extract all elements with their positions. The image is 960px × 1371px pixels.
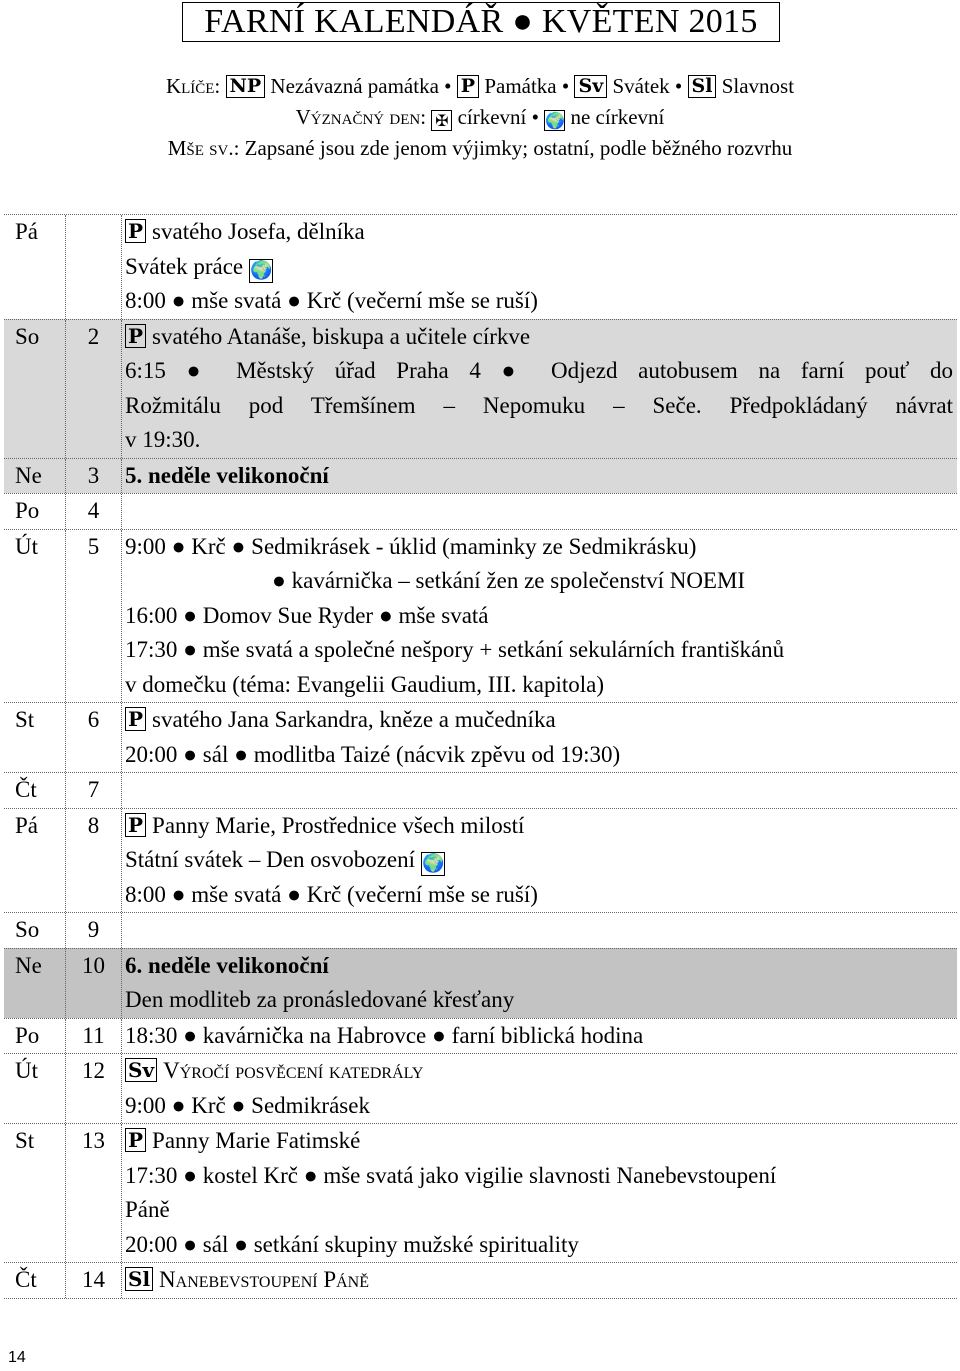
date-number	[66, 215, 121, 250]
row-day	[4, 320, 66, 458]
row-events	[122, 494, 957, 529]
date-number: 10	[82, 952, 105, 978]
event-line	[125, 1228, 957, 1263]
day-name: Ne	[15, 462, 42, 488]
event-text: 8:00 ● mše svatá ● Krč (večerní mše se ruší)	[125, 288, 538, 313]
event-text: 20:00 ● sál ● modlitba Taizé (nácvik zpěvu od 19:30)	[125, 741, 621, 767]
row-events	[122, 703, 957, 772]
legend-sl-tag: Sl	[688, 75, 717, 98]
legend-sl-text: Slavnost	[721, 74, 795, 98]
event-line	[125, 354, 957, 389]
cross-icon: ✠	[431, 110, 452, 131]
event-text: svatého Jana Sarkandra, kněze a mučedníka	[152, 707, 556, 732]
event-line	[125, 703, 957, 738]
row-date	[66, 1054, 122, 1123]
day-name: Po	[15, 498, 40, 523]
day-name: St	[15, 1128, 35, 1153]
event-text: svatého Josefa, dělníka	[152, 219, 365, 244]
event-text: 20:00 ● sál ● setkání skupiny mužské spirituality	[125, 1231, 579, 1257]
event-text: 18:30 ● kavárnička na Habrovce ● farní biblická hodina	[125, 1022, 644, 1048]
event-text: Svátek práce	[125, 253, 244, 279]
row-day	[4, 703, 66, 772]
day-name: St	[15, 707, 35, 732]
calendar-row	[4, 529, 957, 703]
calendar-row	[4, 319, 957, 458]
legend-np-text: Nezávazná památka	[270, 74, 439, 98]
event-line	[125, 949, 957, 984]
legend-masses-label: Mše sv.	[167, 136, 234, 160]
date-number: 12	[82, 1058, 105, 1083]
event-text: 5. neděle velikonoční	[125, 462, 329, 488]
day-name: Pá	[15, 812, 38, 838]
row-date	[66, 459, 122, 494]
calendar-row	[4, 458, 957, 494]
row-events	[122, 1054, 957, 1123]
event-line	[125, 215, 957, 250]
date-number: 14	[82, 1267, 105, 1292]
event-line	[125, 599, 957, 634]
event-line	[125, 284, 957, 319]
row-date	[66, 1124, 122, 1262]
event-text: v 19:30.	[125, 427, 201, 452]
legend-significant-label: Význačný den:	[295, 105, 427, 129]
calendar-row	[4, 1123, 957, 1262]
event-line	[125, 878, 957, 913]
row-date	[66, 530, 122, 703]
row-events	[122, 530, 957, 703]
legend-sv-text: Svátek	[612, 74, 670, 98]
page-title: FARNÍ KALENDÁŘ ● KVĚTEN 2015	[182, 2, 780, 42]
row-events	[122, 1019, 957, 1054]
event-line	[125, 1124, 957, 1159]
day-name: Pá	[15, 219, 38, 244]
date-number: 11	[82, 1022, 105, 1048]
row-day	[4, 494, 66, 529]
event-line	[125, 530, 957, 565]
date-number: 5	[87, 533, 100, 559]
row-date	[66, 703, 122, 772]
day-name: Út	[15, 1058, 38, 1083]
event-line	[125, 1089, 957, 1124]
row-events	[122, 773, 957, 808]
event-text: Výročí posvěcení katedrály	[163, 1058, 424, 1083]
globe-icon: 🌍	[422, 853, 445, 874]
event-line	[125, 773, 957, 808]
row-events	[122, 1124, 957, 1262]
day-name: So	[15, 323, 40, 349]
globe-icon: 🌍	[545, 111, 566, 130]
day-name: So	[15, 917, 40, 942]
celebration-rank-tag: Sl	[125, 1267, 153, 1291]
event-line	[125, 1193, 957, 1228]
legend-significant: Význačný den: ✠ církevní • 🌍 ne církevní	[295, 105, 665, 130]
row-events	[122, 320, 957, 458]
event-line	[125, 809, 957, 844]
event-line	[125, 913, 957, 948]
event-line	[125, 1263, 957, 1298]
calendar-row	[4, 1018, 957, 1054]
day-name: Čt	[15, 1267, 37, 1292]
row-day	[4, 215, 66, 319]
event-text: Rožmitálu pod Třemšínem – Nepomuku – Seče. Předpokládaný návrat	[125, 392, 953, 418]
date-number: 13	[82, 1128, 105, 1153]
legend-keys-label: Klíče:	[165, 74, 221, 98]
event-line	[125, 983, 957, 1018]
event-line	[125, 564, 957, 599]
event-text: v domečku (téma: Evangelii Gaudium, III. kapitola)	[125, 671, 605, 697]
event-text: 8:00 ● mše svatá ● Krč (večerní mše se ruší)	[125, 881, 538, 907]
event-text: 9:00 ● Krč ● Sedmikrásek	[125, 1092, 370, 1118]
event-line	[125, 320, 957, 355]
row-day	[4, 949, 66, 1018]
calendar-table	[4, 214, 957, 1299]
event-line	[125, 668, 957, 703]
calendar-row	[4, 772, 957, 808]
celebration-rank-tag: P	[125, 324, 146, 348]
event-text: 17:30 ● mše svatá a společné nešpory + setkání sekulárních františkánů	[125, 637, 785, 662]
celebration-rank-tag: Sv	[125, 1058, 157, 1082]
row-day	[4, 1124, 66, 1262]
event-text: Panny Marie Fatimské	[152, 1128, 361, 1153]
row-day	[4, 913, 66, 948]
event-text: 6. neděle velikonoční	[125, 952, 329, 978]
row-date	[66, 215, 122, 319]
calendar-row	[4, 1262, 957, 1299]
date-number: 8	[87, 812, 100, 838]
legend-np-tag: NP	[226, 75, 266, 98]
date-number: 3	[87, 462, 100, 488]
event-line	[125, 633, 957, 668]
legend-p-text: Památka	[484, 74, 557, 98]
event-text: ● kavárnička – setkání žen ze společenství NOEMI	[272, 568, 746, 593]
row-events	[122, 913, 957, 948]
row-date	[66, 913, 122, 948]
event-text: Panny Marie, Prostřednice všech milostí	[152, 812, 525, 838]
event-line	[125, 250, 957, 285]
calendar-row	[4, 702, 957, 772]
event-line	[125, 738, 957, 773]
event-text: 9:00 ● Krč ● Sedmikrásek - úklid (maminky ze Sedmikrásku)	[125, 533, 697, 559]
celebration-rank-tag: P	[125, 707, 146, 731]
legend-sv-tag: Sv	[574, 75, 607, 98]
row-date	[66, 809, 122, 913]
date-number: 2	[87, 323, 100, 349]
event-line	[125, 459, 957, 494]
calendar-row	[4, 493, 957, 529]
row-day	[4, 1054, 66, 1123]
legend-p-tag: P	[457, 75, 479, 98]
row-date	[66, 1263, 122, 1298]
row-date	[66, 1019, 122, 1054]
event-text: 16:00 ● Domov Sue Ryder ● mše svatá	[125, 602, 489, 628]
row-date	[66, 773, 122, 808]
date-number: 9	[87, 917, 100, 942]
day-name: Po	[15, 1022, 40, 1048]
legend-keys: Klíče: NP Nezávazná památka • P Památka • Sv Svátek • Sl Slavnost	[165, 74, 795, 98]
event-text: 17:30 ● kostel Krč ● mše svatá jako vigilie slavnosti Nanebevstoupení	[125, 1162, 777, 1188]
event-text: Den modliteb za pronásledované křesťany	[125, 987, 515, 1012]
row-day	[4, 459, 66, 494]
legend-masses-text: : Zapsané jsou zde jenom výjimky; ostatní, podle běžného rozvrhu	[233, 136, 793, 160]
event-text: svatého Atanáše, biskupa a učitele církve	[152, 323, 531, 349]
event-line	[125, 1054, 957, 1089]
celebration-rank-tag: P	[125, 813, 146, 837]
row-events	[122, 215, 957, 319]
legend-masses	[0, 136, 960, 161]
calendar-row	[4, 808, 957, 913]
calendar-row	[4, 214, 957, 319]
celebration-rank-tag: P	[125, 219, 146, 243]
calendar-row	[4, 948, 957, 1018]
row-day	[4, 1263, 66, 1298]
calendar-row	[4, 912, 957, 948]
event-line	[125, 1019, 957, 1054]
event-line	[125, 843, 957, 878]
celebration-rank-tag: P	[125, 1128, 146, 1152]
row-date	[66, 949, 122, 1018]
row-events	[122, 809, 957, 913]
legend-nonchurch-text: ne církevní	[570, 105, 665, 129]
calendar-row	[4, 1053, 957, 1123]
row-date	[66, 494, 122, 529]
event-text: Páně	[125, 1197, 170, 1222]
row-day	[4, 809, 66, 913]
page-number: 14	[8, 1349, 26, 1366]
row-day	[4, 773, 66, 808]
event-text: 6:15 ● Městský úřad Praha 4 ● Odjezd autobusem na farní pouť do	[125, 358, 953, 383]
event-line	[125, 494, 957, 529]
day-name: Út	[15, 533, 38, 559]
row-day	[4, 1019, 66, 1054]
date-number: 7	[87, 777, 100, 802]
legend-church-text: církevní	[457, 105, 527, 129]
event-line	[125, 423, 957, 458]
event-text: Státní svátek – Den osvobození	[125, 847, 416, 872]
event-text: Nanebevstoupení Páně	[159, 1267, 370, 1292]
row-date	[66, 320, 122, 458]
date-number: 6	[87, 707, 100, 732]
row-day	[4, 530, 66, 703]
day-name: Ne	[15, 952, 42, 978]
row-events	[122, 1263, 957, 1298]
date-number: 4	[87, 498, 100, 523]
row-events	[122, 949, 957, 1018]
day-name: Čt	[15, 777, 37, 802]
event-line	[125, 389, 957, 424]
globe-icon: 🌍	[250, 259, 273, 281]
event-line	[125, 1159, 957, 1194]
row-events	[122, 459, 957, 494]
